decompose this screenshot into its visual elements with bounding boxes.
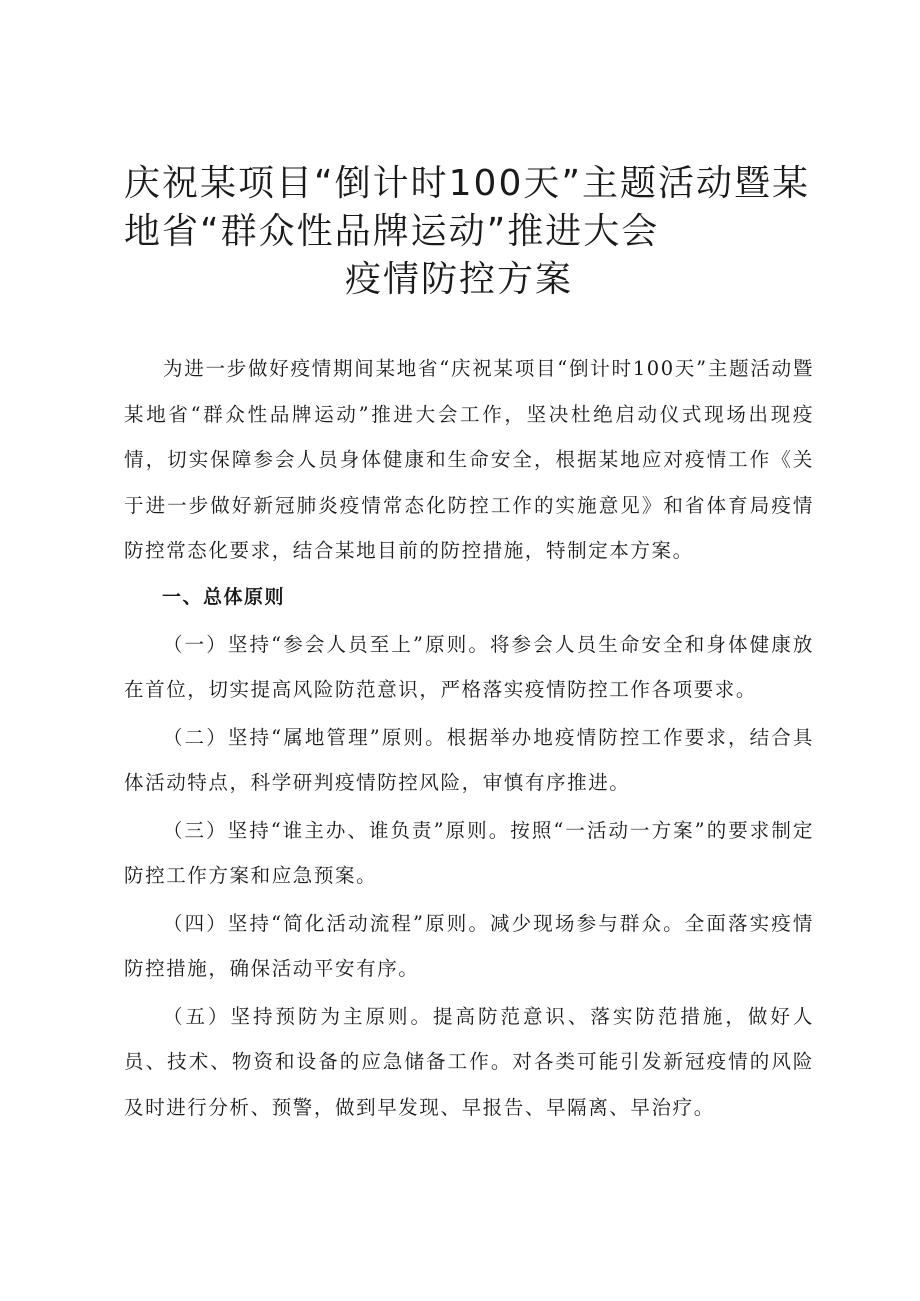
principle-item-5: （五）坚持预防为主原则。提高防范意识、落实防范措施，做好人员、技术、物资和设备的应急储备工作。对各类可能引发新冠疫情的风险及时进行分析、预警，做到早发现、早报告、早隔离、早治疗。 [124,1004,814,1119]
principle-item-3: （三）坚持“谁主办、谁负责”原则。按照“一活动一方案”的要求制定防控工作方案和应急预案。 [124,818,814,887]
section-heading-general-principles: 一、总体原则 [162,585,286,608]
document-body [124,346,814,1130]
title-line-2: 地省“群众性品牌运动”推进大会 [124,211,660,252]
title-line-3: 疫情防控方案 [344,259,573,300]
title-line-1: 庆祝某项目“倒计时100天”主题活动暨某 [124,163,811,204]
intro-paragraph: 为进一步做好疫情期间某地省“庆祝某项目“倒计时100天”主题活动暨某地省“群众性品牌运动”推进大会工作，坚决杜绝启动仪式现场出现疫情，切实保障参会人员身体健康和生命安全，根据某地应对疫情工作《关于进一步做好新冠肺炎疫情常态化防控工作的实施意见》和省体育局疫情防控常态化要求，结合某地目前的防控措施，特制定本方案。 [124,357,814,562]
principle-item-2: （二）坚持“属地管理”原则。根据举办地疫情防控工作要求，结合具体活动特点，科学研判疫情防控风险，审慎有序推进。 [124,725,814,794]
document-title [124,160,824,304]
principle-item-1: （一）坚持“参会人员至上”原则。将参会人员生命安全和身体健康放在首位，切实提高风险防范意识，严格落实疫情防控工作各项要求。 [124,632,814,701]
principle-item-4: （四）坚持“简化活动流程”原则。减少现场参与群众。全面落实疫情防控措施，确保活动平安有序。 [124,911,814,980]
